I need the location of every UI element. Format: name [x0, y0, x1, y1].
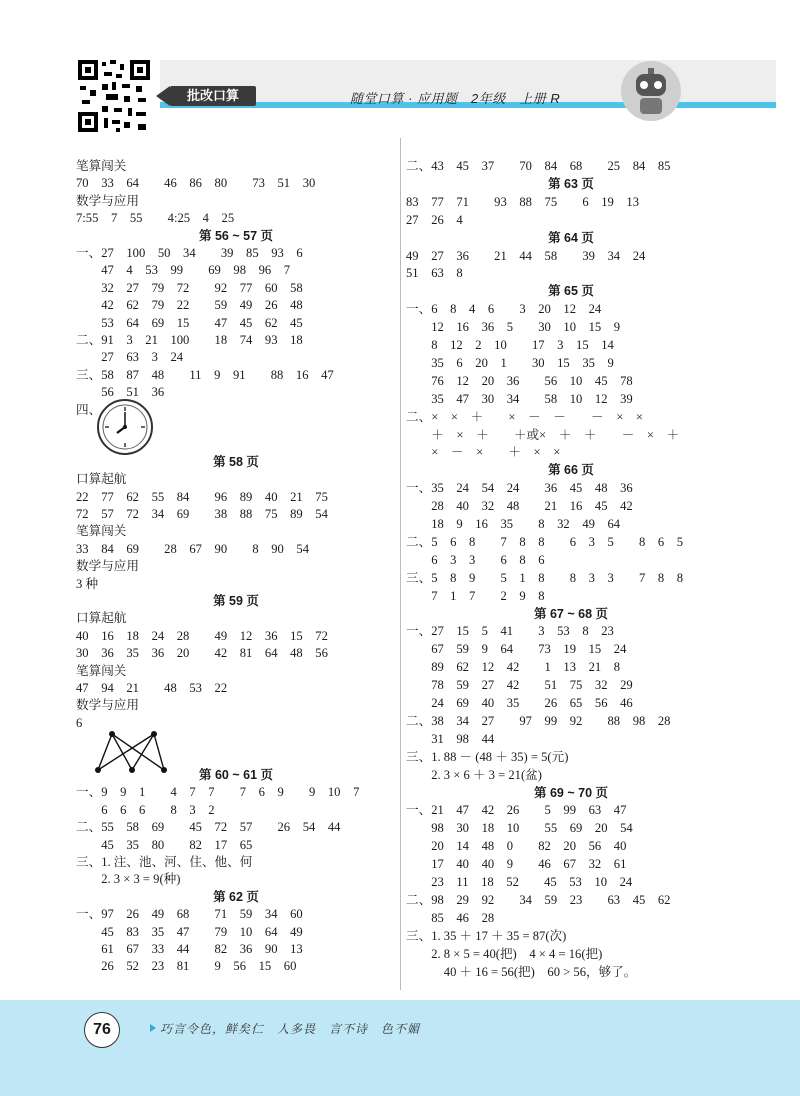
- badge-arrow-icon: [156, 86, 170, 106]
- page-section-heading: 第 66 页: [548, 463, 594, 478]
- page-section-heading: 第 63 页: [548, 176, 594, 191]
- answer-line: 三、5 8 9 5 1 8 8 3 3 7 8 8: [406, 570, 684, 585]
- motto-arrow-icon: [150, 1024, 156, 1032]
- answer-line: 49 27 36 21 44 58 39 34 24: [406, 248, 646, 263]
- page-section-heading: 第 69 ~ 70 页: [534, 785, 608, 800]
- answer-line: 22 77 62 55 84 96 89 40 21 75: [76, 489, 328, 504]
- answer-line: 7:55 7 55 4:25 4 25: [76, 211, 235, 226]
- answer-line: 51 63 8: [406, 266, 463, 281]
- answer-line: 笔算闯关: [76, 663, 127, 678]
- answer-line: 一、6 8 4 6 3 20 12 24: [406, 302, 602, 317]
- answer-line: 6: [76, 715, 83, 730]
- answer-line: 85 46 28: [406, 910, 495, 925]
- answer-line: 数学与应用: [76, 193, 139, 208]
- answer-line: 四、: [76, 402, 102, 417]
- answer-line: 数学与应用: [76, 698, 139, 713]
- answer-line: 61 67 33 44 82 36 90 13: [76, 942, 303, 956]
- answer-line: 笔算闯关: [76, 524, 127, 539]
- answer-line: 23 11 18 52 45 53 10 24: [406, 875, 633, 889]
- answer-line: 二、5 6 8 7 8 8 6 3 5 8 6 5: [406, 534, 684, 549]
- answer-line: 12 16 36 5 30 10 15 9: [406, 320, 621, 335]
- answer-line: 一、27 100 50 34 39 85 93 6: [76, 246, 303, 260]
- answer-line: 一、9 9 1 4 7 7 7 6 9 9 10 7: [76, 785, 360, 800]
- answer-line: 2. 3 × 6 ＋ 3 = 21(盆): [406, 767, 542, 782]
- section-badge: 批改口算: [170, 86, 256, 106]
- answer-line: 二、91 3 21 100 18 74 93 18: [76, 333, 303, 347]
- page-section-heading: 第 67 ~ 68 页: [534, 606, 608, 621]
- answer-line: 三、58 87 48 11 9 91 88 16 47: [76, 367, 334, 382]
- answer-line: 47 4 53 99 69 98 96 7: [76, 263, 291, 278]
- answer-line: 31 98 44: [406, 731, 495, 746]
- answer-line: 一、35 24 54 24 36 45 48 36: [406, 481, 633, 496]
- page-section-heading: 第 64 页: [548, 230, 594, 245]
- answer-line: 98 30 18 10 55 69 20 54: [406, 821, 633, 836]
- answer-line: 2. 3 × 3 = 9(种): [76, 872, 181, 887]
- answer-line: 27 26 4: [406, 212, 463, 227]
- footer-band: [0, 1000, 800, 1096]
- answer-line: 45 35 80 82 17 65: [76, 837, 253, 852]
- page-section-heading: 第 58 页: [213, 454, 259, 469]
- answer-line: 一、97 26 49 68 71 59 34 60: [76, 907, 303, 922]
- answer-line: 2. 8 × 5 = 40(把) 4 × 4 = 16(把): [406, 946, 603, 961]
- page-number: 76: [84, 1012, 120, 1048]
- answer-line: 83 77 71 93 88 75 6 19 13: [406, 194, 639, 209]
- answer-line: 二、98 29 92 34 59 23 63 45 62: [406, 892, 671, 907]
- header-title: 随堂口算 · 应用题 2年级 上册 R: [350, 91, 561, 106]
- answer-line: 28 40 32 48 21 16 45 42: [406, 499, 633, 514]
- answer-line: 口算起航: [76, 472, 127, 487]
- answer-line: 三、1. 88 － (48 ＋ 35) = 5(元): [406, 749, 569, 764]
- answer-line: 53 64 69 15 47 45 62 45: [76, 315, 303, 330]
- answer-line: 18 9 16 35 8 32 49 64: [406, 517, 621, 531]
- robot-mascot-icon: [620, 60, 682, 122]
- answer-line: 33 84 69 28 67 90 8 90 54: [76, 541, 309, 556]
- page-section-heading: 第 56 ~ 57 页: [199, 228, 273, 243]
- answer-line: 一、27 15 5 41 3 53 8 23: [406, 624, 614, 639]
- answer-line: 35 47 30 34 58 10 12 39: [406, 391, 633, 406]
- answer-line: 76 12 20 36 56 10 45 78: [406, 373, 633, 388]
- answer-line: 26 52 23 81 9 56 15 60: [76, 959, 297, 974]
- qr-code-icon: [76, 58, 152, 134]
- answer-line: 3 种: [76, 576, 99, 591]
- answer-line: 40 16 18 24 28 49 12 36 15 72: [76, 628, 328, 643]
- page-section-heading: 第 62 页: [213, 889, 259, 904]
- answer-line: 8 12 2 10 17 3 15 14: [406, 338, 614, 352]
- answer-line: 6 6 6 8 3 2: [76, 802, 215, 817]
- answer-line: 数学与应用: [76, 559, 139, 574]
- answer-line: 6 3 3 6 8 6: [406, 552, 545, 567]
- footer-motto: 巧言令色，鲜矣仁 人多畏 言不诗 色不媚: [160, 1022, 421, 1036]
- answer-line: 24 69 40 35 26 65 56 46: [406, 696, 633, 710]
- answer-line: 35 6 20 1 30 15 35 9: [406, 355, 614, 370]
- connect-dots-diagram: [92, 730, 172, 774]
- answer-line: 42 62 79 22 59 49 26 48: [76, 298, 303, 313]
- page-section-heading: 第 60 ~ 61 页: [199, 768, 273, 782]
- answer-line: 32 27 79 72 92 77 60 58: [76, 280, 303, 295]
- answer-line: 7 1 7 2 9 8: [406, 588, 545, 603]
- answer-line: 二、× × ＋ × － － － × ×: [406, 409, 644, 424]
- answer-line: 72 57 72 34 69 38 88 75 89 54: [76, 507, 328, 521]
- answer-line: 56 51 36: [76, 385, 165, 400]
- answer-line: 三、1. 注、池、河、住、他、何: [76, 855, 253, 869]
- answer-line: 二、43 45 37 70 84 68 25 84 85: [406, 159, 671, 173]
- answer-line: 二、55 58 69 45 72 57 26 54 44: [76, 820, 341, 835]
- answer-line: 17 40 40 9 46 67 32 61: [406, 857, 627, 872]
- answer-line: 二、38 34 27 97 99 92 88 98 28: [406, 713, 671, 728]
- answer-line: 口算起航: [76, 611, 127, 626]
- answer-line: 78 59 27 42 51 75 32 29: [406, 678, 633, 693]
- answer-line: 20 14 48 0 82 20 56 40: [406, 839, 627, 854]
- answer-line: 40 ＋ 16 = 56(把) 60 > 56，够了。: [406, 964, 637, 979]
- answer-line: × － × ＋ × ×: [406, 445, 561, 460]
- answer-line: 笔算闯关: [76, 159, 127, 173]
- answer-line: 70 33 64 46 86 80 73 51 30: [76, 176, 316, 191]
- answer-line: 45 83 35 47 79 10 64 49: [76, 924, 303, 939]
- answer-line: ＋ × ＋ ＋或× ＋ ＋ － × ＋: [406, 427, 680, 442]
- page-section-heading: 第 59 页: [213, 594, 259, 608]
- answer-line: 27 63 3 24: [76, 350, 184, 365]
- answer-line: 一、21 47 42 26 5 99 63 47: [406, 803, 627, 818]
- answer-line: 三、1. 35 ＋ 17 ＋ 35 = 87(次): [406, 928, 567, 943]
- answer-line: 89 62 12 42 1 13 21 8: [406, 660, 621, 675]
- clock-icon: [96, 398, 154, 456]
- page-section-heading: 第 65 页: [548, 284, 594, 299]
- column-divider: [400, 138, 401, 990]
- answer-line: 67 59 9 64 73 19 15 24: [406, 642, 627, 657]
- answer-line: 30 36 35 36 20 42 81 64 48 56: [76, 646, 328, 661]
- answer-line: 47 94 21 48 53 22: [76, 681, 228, 695]
